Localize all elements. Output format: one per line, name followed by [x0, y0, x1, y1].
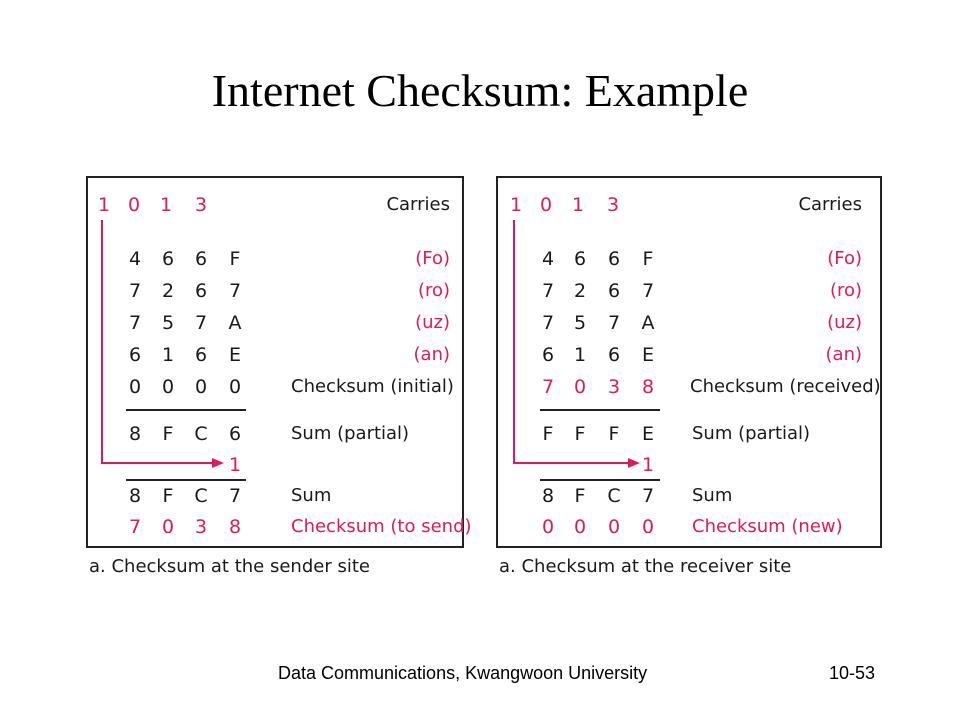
hex-digit: C	[194, 485, 208, 507]
hex-digit: 7	[541, 312, 555, 334]
carry-digit: 0	[127, 194, 141, 216]
hex-digit: 7	[128, 516, 142, 538]
hex-digit: 7	[194, 312, 208, 334]
carry-digit: 0	[539, 194, 553, 216]
hex-digit: F	[608, 423, 620, 445]
hex-digit: 7	[128, 280, 142, 302]
hex-digit: 6	[194, 248, 208, 270]
slide-title: Internet Checksum: Example	[211, 65, 749, 116]
sum-label: Sum	[692, 485, 733, 506]
hex-digit: 8	[541, 485, 555, 507]
hex-digit: 0	[573, 376, 587, 398]
ascii-label: (uz)	[827, 312, 862, 333]
sender-caption: a. Checksum at the sender site	[89, 556, 370, 577]
hex-digit: 6	[228, 423, 242, 445]
hex-digit: 4	[128, 248, 142, 270]
carry-digit: 1	[159, 194, 173, 216]
sum-divider	[540, 409, 660, 411]
hex-digit: 0	[641, 516, 655, 538]
sum-divider	[126, 409, 246, 411]
hex-digit: 7	[607, 312, 621, 334]
hex-digit: F	[162, 423, 174, 445]
carry-digit: 3	[194, 194, 208, 216]
checksum-initial-row	[88, 372, 462, 402]
checksum-received-row	[498, 372, 880, 402]
hex-digit: A	[228, 312, 242, 334]
data-word-row	[88, 276, 462, 306]
hex-digit: 0	[228, 376, 242, 398]
hex-digit: F	[162, 485, 174, 507]
hex-digit: 6	[573, 248, 587, 270]
hex-digit: 3	[194, 516, 208, 538]
carry-add-row	[88, 450, 462, 480]
hex-digit: 7	[641, 280, 655, 302]
hex-digit: 6	[194, 280, 208, 302]
hex-digit: 6	[194, 344, 208, 366]
hex-digit: 2	[573, 280, 587, 302]
hex-digit: C	[607, 485, 621, 507]
hex-digit: 0	[161, 376, 175, 398]
hex-digit: F	[229, 248, 241, 270]
carry-add-digit: 1	[641, 454, 655, 476]
hex-digit: 0	[607, 516, 621, 538]
checksum-label: Checksum (received)	[690, 376, 881, 397]
carry-digit: 1	[571, 194, 585, 216]
hex-digit: 1	[161, 344, 175, 366]
hex-digit: 0	[161, 516, 175, 538]
hex-digit: 8	[128, 423, 142, 445]
hex-digit: 7	[541, 280, 555, 302]
ascii-label: (ro)	[417, 280, 450, 301]
hex-digit: 0	[573, 516, 587, 538]
receiver-caption: a. Checksum at the receiver site	[499, 556, 792, 577]
receiver-checksum-panel	[496, 176, 882, 548]
ascii-label: (ro)	[829, 280, 862, 301]
hex-digit: A	[641, 312, 655, 334]
page-number: 10-53	[829, 663, 876, 683]
hex-digit: 6	[607, 280, 621, 302]
carry-digit: 1	[97, 194, 111, 216]
hex-digit: 4	[541, 248, 555, 270]
partial-sum-label: Sum (partial)	[692, 423, 811, 444]
hex-digit: 3	[607, 376, 621, 398]
carry-digit: 1	[509, 194, 523, 216]
hex-digit: F	[542, 423, 554, 445]
checksum-final-label: Checksum (new)	[692, 516, 843, 537]
sender-checksum-panel	[86, 176, 472, 548]
data-word-row	[88, 308, 462, 338]
ascii-label: (Fo)	[415, 248, 450, 269]
data-word-row	[88, 244, 462, 274]
checksum-new-row	[498, 512, 880, 542]
checksum-label: Checksum (initial)	[291, 376, 454, 397]
hex-digit: C	[194, 423, 208, 445]
hex-digit: 5	[161, 312, 175, 334]
hex-digit: F	[642, 248, 654, 270]
ascii-label: (uz)	[415, 312, 450, 333]
partial-sum-label: Sum (partial)	[291, 423, 410, 444]
hex-digit: 7	[228, 280, 242, 302]
partial-sum-row	[498, 419, 880, 449]
carry-digit: 3	[606, 194, 620, 216]
carries-row	[88, 190, 462, 220]
data-word-row	[498, 308, 880, 338]
hex-digit: 8	[128, 485, 142, 507]
ascii-label: (Fo)	[827, 248, 862, 269]
hex-digit: F	[574, 423, 586, 445]
checksum-final-row	[88, 512, 472, 542]
data-word-row	[498, 244, 880, 274]
data-word-row	[498, 276, 880, 306]
hex-digit: 6	[607, 344, 621, 366]
sum-row	[498, 481, 880, 511]
hex-digit: 6	[161, 248, 175, 270]
hex-digit: 2	[161, 280, 175, 302]
carry-add-row	[498, 450, 880, 480]
hex-digit: 7	[641, 485, 655, 507]
partial-sum-row	[88, 419, 462, 449]
hex-digit: 8	[228, 516, 242, 538]
hex-digit: 6	[541, 344, 555, 366]
hex-digit: 8	[641, 376, 655, 398]
carry-add-digit: 1	[228, 454, 242, 476]
footer-source: Data Communications, Kwangwoon University	[278, 663, 648, 683]
hex-digit: 6	[607, 248, 621, 270]
hex-digit: E	[641, 423, 654, 445]
hex-digit: E	[641, 344, 654, 366]
hex-digit: 7	[541, 376, 555, 398]
sum-row	[88, 481, 462, 511]
carries-row	[498, 190, 880, 220]
ascii-label: (an)	[413, 344, 450, 365]
ascii-label: (an)	[825, 344, 862, 365]
data-word-row	[88, 340, 462, 370]
hex-digit: 0	[128, 376, 142, 398]
data-word-row	[498, 340, 880, 370]
carries-label: Carries	[386, 194, 450, 215]
hex-digit: 7	[228, 485, 242, 507]
hex-digit: 5	[573, 312, 587, 334]
hex-digit: E	[228, 344, 241, 366]
hex-digit: 1	[573, 344, 587, 366]
hex-digit: 0	[541, 516, 555, 538]
hex-digit: F	[574, 485, 586, 507]
carries-label: Carries	[798, 194, 862, 215]
hex-digit: 7	[128, 312, 142, 334]
sum-label: Sum	[291, 485, 332, 506]
hex-digit: 0	[194, 376, 208, 398]
hex-digit: 6	[128, 344, 142, 366]
checksum-final-label: Checksum (to send)	[291, 516, 472, 537]
